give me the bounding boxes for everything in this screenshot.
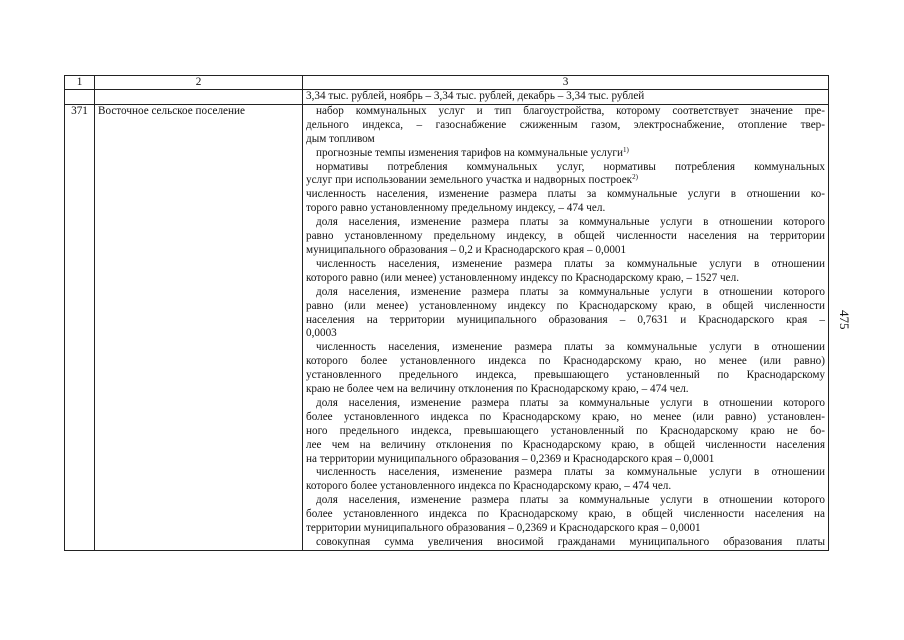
line-text: на территории муниципального образования – 0,2369 и Краснодарского края – 0,0001 — [306, 452, 715, 465]
text-line — [306, 369, 825, 383]
text-line — [306, 536, 825, 550]
text-line — [306, 411, 825, 425]
line-text: совокупная сумма увеличения вносимой гражданами муниципального образования платы — [316, 536, 825, 548]
text-line — [306, 188, 825, 202]
line-text: 0,0003 — [306, 327, 337, 340]
line-text: муниципального образования – 0,2 и Краснодарского края – 0,0001 — [306, 243, 627, 256]
line-text: которого более установленного индекса по Краснодарскому краю, – 474 чел. — [306, 480, 672, 493]
line-text: торого равно установленному предельному индексу, – 474 чел. — [306, 202, 606, 215]
line-text: дельного индекса, – газоснабжение сжиженным газом, электроснабжение, отопление твер- — [306, 118, 825, 131]
line-text: доля населения, изменение размера платы за коммунальные услуги в отношении которого — [316, 396, 825, 409]
text-line — [306, 216, 825, 230]
text-line — [306, 480, 825, 494]
header-row — [65, 76, 829, 90]
text-line — [306, 244, 825, 258]
line-text: населения на территории муниципального образования – 0,7631 и Краснодарского края – — [306, 313, 825, 326]
text-line — [306, 397, 825, 411]
text-line — [306, 508, 825, 522]
text-line — [306, 119, 825, 133]
document-table — [64, 75, 829, 551]
text-line — [306, 286, 825, 300]
line-text: прогнозные темпы изменения тарифов на коммунальные услуги — [316, 146, 623, 159]
line-text: равно (или менее) установленному индексу по Краснодарскому краю, в общей численности — [306, 299, 825, 312]
text-line — [306, 425, 825, 439]
text-line — [306, 202, 825, 216]
row-name: Восточное сельское поселение — [95, 104, 303, 550]
text-line — [306, 341, 825, 355]
text-line — [306, 230, 825, 244]
text-line — [306, 105, 825, 119]
page-number: 475 — [837, 310, 852, 330]
continuation-text: 3,34 тыс. рублей, ноябрь – 3,34 тыс. рублей, декабрь – 3,34 тыс. рублей — [303, 90, 829, 105]
text-line — [306, 466, 825, 480]
line-text: доля населения, изменение размера платы за коммунальные услуги в отношении которого — [316, 216, 825, 229]
text-line — [306, 161, 825, 175]
text-line — [306, 355, 825, 369]
line-text: услуг при использовании земельного участка и надворных построек — [306, 174, 633, 187]
table-row — [65, 104, 829, 550]
header-col-3: 3 — [303, 76, 829, 90]
line-text: установленного предельного индекса, превышающего установленный по Краснодарскому — [306, 369, 825, 382]
text-line — [306, 439, 825, 453]
footnote-marker: 2) — [632, 173, 638, 182]
line-text: численность населения, изменение размера платы за коммунальные услуги в отношении — [316, 257, 825, 270]
line-text: лее чем на величину отклонения по Краснодарскому краю, в общей численности населения — [306, 438, 825, 451]
line-text: более установленного индекса по Краснодарскому краю, в общей численности населения на — [306, 508, 825, 521]
text-line — [306, 272, 825, 286]
text-line — [306, 453, 825, 467]
header-col-2: 2 — [95, 76, 303, 90]
line-text: доля населения, изменение размера платы за коммунальные услуги в отношении которого — [316, 494, 825, 507]
line-text: дым топливом — [306, 132, 375, 145]
line-text: которого более установленного индекса по Краснодарскому краю, но менее (или равно) — [306, 355, 825, 368]
text-line — [306, 522, 825, 536]
text-line — [306, 300, 825, 314]
text-line — [306, 174, 825, 188]
line-text: численность населения, изменение размера платы за коммунальные услуги в отношении — [316, 341, 825, 354]
text-line — [306, 258, 825, 272]
line-text: краю не более чем на величину отклонения по Краснодарскому краю, – 474 чел. — [306, 383, 689, 396]
line-text: ного предельного индекса, превышающего установленный по Краснодарскому краю не бо- — [306, 424, 825, 437]
line-text: доля населения, изменение размера платы за коммунальные услуги в отношении которого — [316, 285, 825, 298]
line-text: нормативы потребления коммунальных услуг, нормативы потребления коммунальных — [316, 160, 825, 173]
text-line — [306, 383, 825, 397]
line-text: численность населения, изменение размера платы за коммунальные услуги в отношении ко- — [306, 188, 825, 201]
text-line — [306, 494, 825, 508]
line-text: численность населения, изменение размера платы за коммунальные услуги в отношении — [316, 466, 825, 479]
text-line — [306, 133, 825, 147]
row-content — [303, 104, 829, 550]
text-line — [306, 314, 825, 328]
line-text: более установленного индекса по Краснодарскому краю, но менее (или равно) установлен- — [306, 410, 825, 423]
line-text: территории муниципального образования – 0,2369 и Краснодарского края – 0,0001 — [306, 522, 701, 535]
text-line — [306, 147, 825, 161]
line-text: равно установленному предельному индексу, в общей численности населения на территории — [306, 230, 825, 243]
continuation-row — [65, 90, 829, 105]
line-text: набор коммунальных услуг и тип благоустройства, которому соответствует значение пре- — [316, 104, 825, 117]
line-text: которого равно (или менее) установленному индексу по Краснодарскому краю, – 1527 чел. — [306, 271, 739, 284]
text-line — [306, 327, 825, 341]
row-number: 371 — [65, 104, 95, 550]
footnote-marker: 1) — [622, 145, 629, 154]
header-col-1: 1 — [65, 76, 95, 90]
